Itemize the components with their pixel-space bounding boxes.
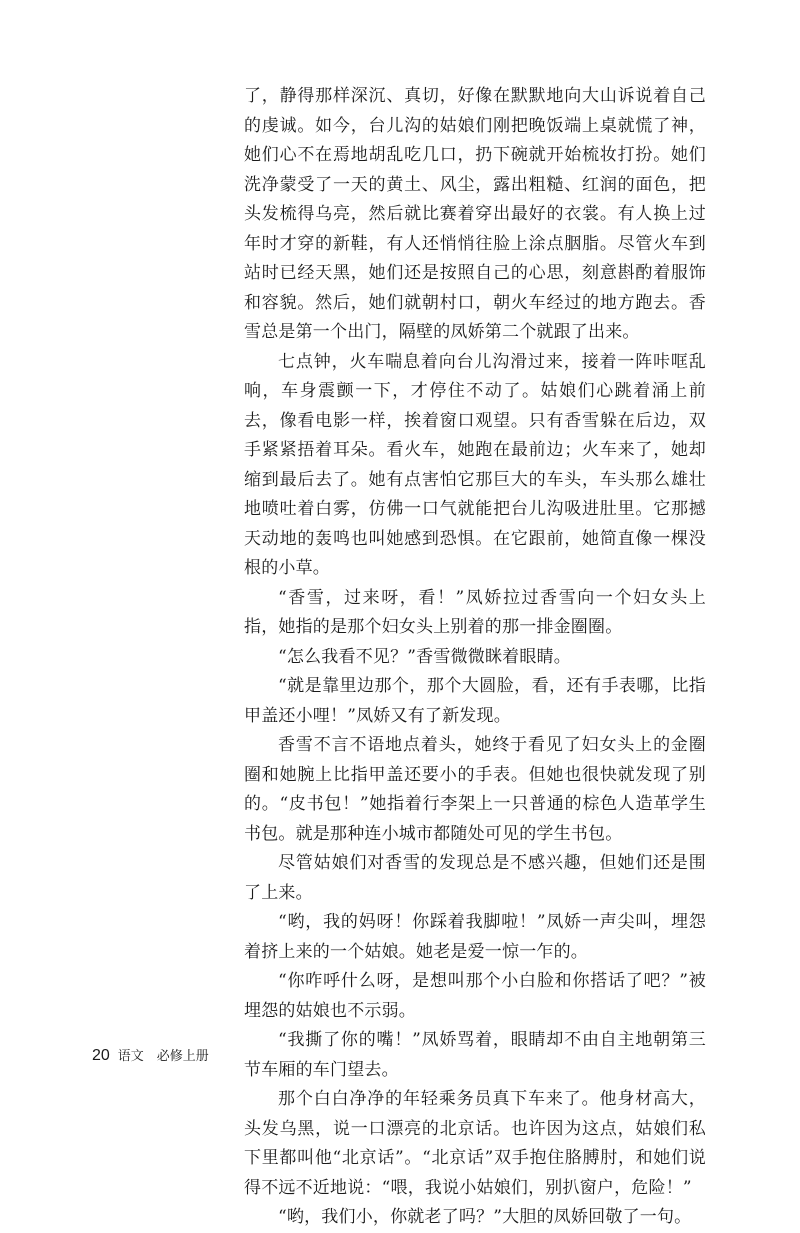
paragraph-9: “你咋呼什么呀，是想叫那个小白脸和你搭话了吧？”被埋怨的姑娘也不示弱。 [244, 971, 706, 1021]
page-footer [92, 1045, 209, 1065]
paragraph-1: 了，静得那样深沉、真切，好像在默默地向大山诉说着自己的虔诚。如今，台儿沟的姑娘们刚把晚饭端上桌就慌了神，她们心不在焉地胡乱吃几口，扔下碗就开始梳妆打扮。她们洗净蒙受了一天的黄土、风尘，露出粗糙、红润的面色，把头发梳得乌亮，然后就比赛着穿出最好的衣裳。有人换上过年时才穿的新鞋，有人还悄悄往脸上涂点胭脂。尽管火车到站时已经天黑，她们还是按照自己的心思，刻意斟酌着服饰和容貌。然后，她们就朝村口，朝火车经过的地方跑去。香雪总是第一个出门，隔壁的凤娇第二个就跟了出来。 [244, 86, 706, 342]
article-body [244, 82, 706, 1233]
paragraph-12: “哟，我们小，你就老了吗？”大胆的凤娇回敬了一句。 [278, 1207, 692, 1227]
paragraph-5: “就是靠里边那个，那个大圆脸，看，还有手表哪，比指甲盖还小哩！”凤娇又有了新发现。 [244, 676, 706, 726]
paragraph-6: 香雪不言不语地点着头，她终于看见了妇女头上的金圈圈和她腕上比指甲盖还要小的手表。但她也很快就发现了别的。“皮书包！”她指着行李架上一只普通的棕色人造革学生书包。就是那种连小城市都随处可见的学生书包。 [244, 735, 706, 844]
paragraph-7: 尽管姑娘们对香雪的发现总是不感兴趣，但她们还是围了上来。 [244, 853, 706, 903]
page-number: 20 [92, 1047, 110, 1064]
paragraph-2: 七点钟，火车喘息着向台儿沟滑过来，接着一阵咔哐乱响，车身震颤一下，才停住不动了。姑娘们心跳着涌上前去，像看电影一样，挨着窗口观望。只有香雪躲在后边，双手紧紧捂着耳朵。看火车，她跑在最前边；火车来了，她却缩到最后去了。她有点害怕它那巨大的车头，车头那么雄壮地喷吐着白雾，仿佛一口气就能把台儿沟吸进肚里。它那撼天动地的轰鸣也叫她感到恐惧。在它跟前，她简直像一棵没根的小草。 [244, 351, 706, 578]
paragraph-11: 那个白白净净的年轻乘务员真下车来了。他身材高大，头发乌黑，说一口漂亮的北京话。也许因为这点，姑娘们私下里都叫他“北京话”。“北京话”双手抱住胳膊肘，和她们说得不远不近地说：“喂，我说小姑娘们，别扒窗户，危险！” [244, 1089, 706, 1198]
paragraph-10: “我撕了你的嘴！”凤娇骂着，眼睛却不由自主地朝第三节车厢的车门望去。 [244, 1030, 706, 1080]
paragraph-4: “怎么我看不见？”香雪微微眯着眼睛。 [278, 646, 571, 667]
book-title: 语文 必修上册 [117, 1049, 209, 1064]
paragraph-3: “香雪，过来呀，看！”凤娇拉过香雪向一个妇女头上指，她指的是那个妇女头上别着的那一排金圈圈。 [244, 587, 706, 637]
paragraph-8: “哟，我的妈呀！你踩着我脚啦！”凤娇一声尖叫，埋怨着挤上来的一个姑娘。她老是爱一惊一乍的。 [244, 912, 706, 962]
